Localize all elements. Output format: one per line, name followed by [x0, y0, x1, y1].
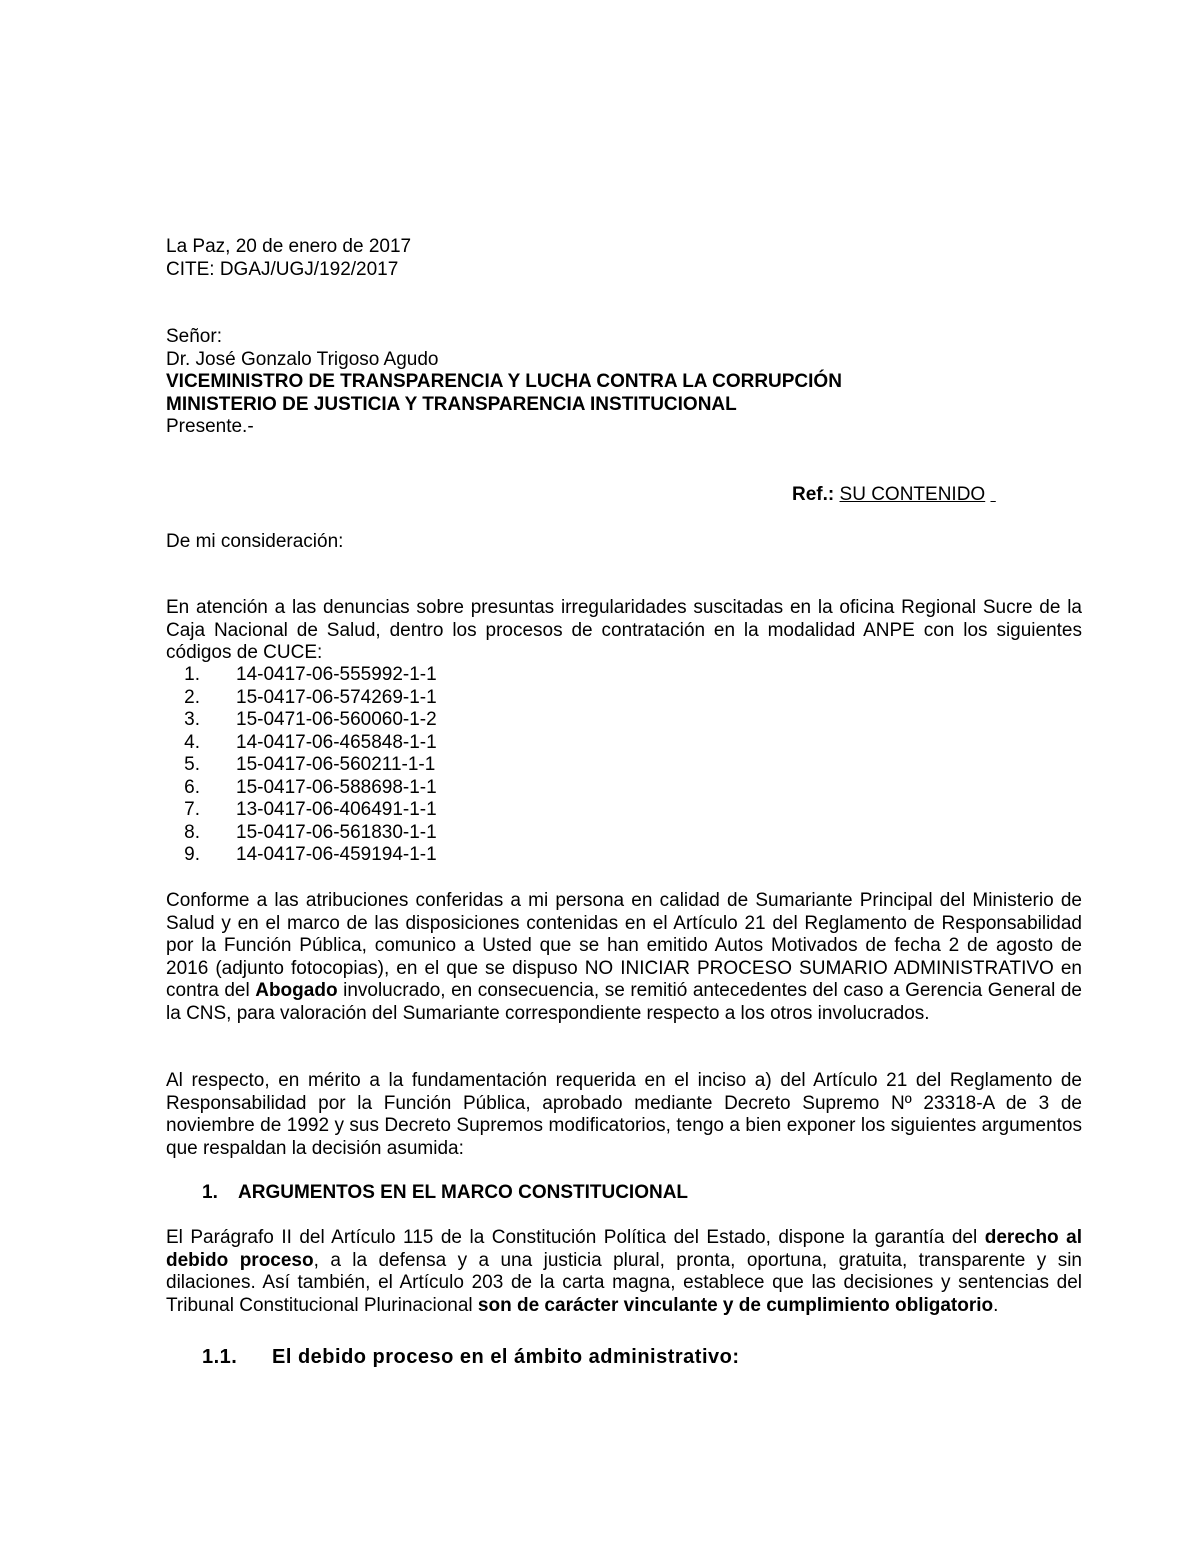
ref-label: Ref.:: [792, 484, 835, 505]
cuce-code-value: 13-0417-06-406491-1-1: [236, 799, 437, 820]
cuce-code-value: 14-0417-06-555992-1-1: [236, 664, 437, 685]
cuce-code-value: 15-0417-06-588698-1-1: [236, 776, 437, 798]
section-1-number: 1.: [202, 1182, 218, 1203]
cuce-code-item: [0, 664, 1200, 687]
cuce-code-value: 14-0417-06-459194-1-1: [236, 844, 437, 865]
presente: Presente.-: [166, 416, 254, 437]
recipient-name: Dr. José Gonzalo Trigoso Agudo: [166, 348, 439, 370]
cuce-code-number: 4.: [184, 731, 200, 753]
cuce-code-value: 14-0417-06-465848-1-1: [236, 731, 437, 753]
cuce-code-number: 2.: [184, 686, 200, 708]
letter-header: [166, 236, 1082, 281]
paragraph-2-bold: Abogado: [255, 980, 338, 1001]
paragraph-2: [166, 890, 1082, 1025]
paragraph-4-bold-b: son de carácter vinculante y de cumplimiento obligatorio: [477, 1294, 994, 1316]
recipient-title-1: VICEMINISTRO DE TRANSPARENCIA Y LUCHA CONTRA LA CORRUPCIÓN: [166, 371, 842, 392]
cuce-code-item: [0, 687, 1200, 710]
greeting-block: [166, 531, 1082, 554]
paragraph-2-block: [166, 890, 1082, 1025]
paragraph-4-block: [166, 1227, 1082, 1317]
recipient-title-2: MINISTERIO DE JUSTICIA Y TRANSPARENCIA INSTITUCIONAL: [166, 393, 737, 415]
cuce-code-number: 6.: [184, 776, 200, 798]
paragraph-4: [166, 1227, 1082, 1317]
recipient-block: [166, 326, 1082, 439]
section-1-heading: [202, 1182, 1118, 1205]
place-date: La Paz, 20 de enero de 2017: [166, 236, 412, 257]
greeting: De mi consideración:: [166, 531, 344, 552]
cuce-code-value: 15-0471-06-560060-1-2: [236, 709, 437, 730]
section-1-1-title: El debido proceso en el ámbito administrativo:: [272, 1346, 740, 1368]
cuce-code-item: [0, 822, 1200, 845]
cuce-code-value: 15-0417-06-574269-1-1: [236, 686, 437, 708]
cuce-code-item: [0, 709, 1200, 732]
salutation: Señor:: [166, 326, 222, 347]
paragraph-4-text-a: El Parágrafo II del Artículo 115 de la Constitución Política del Estado, dispone la garantía del: [166, 1227, 978, 1248]
intro-paragraph: En atención a las denuncias sobre presuntas irregularidades suscitadas en la oficina Regional Sucre de la Caja Nacional de Salud, dentro los procesos de contratación en la modalidad ANPE con los siguientes códigos de CUCE:: [166, 597, 1082, 663]
cuce-code-item: [0, 754, 1200, 777]
reference-line: [792, 484, 996, 507]
cuce-code-value: 15-0417-06-560211-1-1: [236, 754, 436, 775]
cuce-code-item: [0, 844, 1200, 867]
paragraph-2-text-b: involucrado, en consecuencia, se remitió antecedentes del caso a Gerencia General de la CNS, para valoración del Sumariante correspondiente respecto a los otros involucrados.: [166, 980, 1082, 1024]
paragraph-4-text-b: , a la defensa y a una justicia plural, pronta, oportuna, gratuita, transparente y sin dilaciones. Así también, el Artículo 203 de la carta magna, establece que las decisiones y sentencias del Tribunal Constitucional Plurinacional: [166, 1249, 1082, 1316]
section-1-1-heading: [202, 1346, 1082, 1369]
cuce-code-number: 1.: [184, 664, 200, 685]
paragraph-4-bold-a: derecho al debido proceso: [166, 1227, 1082, 1271]
intro-block: [166, 597, 1082, 665]
cuce-code-item: [0, 777, 1200, 800]
paragraph-3: Al respecto, en mérito a la fundamentación requerida en el inciso a) del Artículo 21 del Reglamento de Responsabilidad por la Función Pública, aprobado mediante Decreto Supremo Nº 23318-A de 3 de noviembre de 1992 y sus Decreto Supremos modificatorios, tengo a bien exponer los siguientes argumentos que respaldan la decisión asumida:: [166, 1070, 1082, 1159]
cuce-code-value: 15-0417-06-561830-1-1: [236, 821, 437, 843]
cuce-code-number: 5.: [184, 754, 200, 775]
paragraph-3-block: [166, 1070, 1082, 1160]
ref-value: SU CONTENIDO: [839, 484, 986, 505]
cuce-code-item: [0, 732, 1200, 755]
paragraph-2-text-a: Conforme a las atribuciones conferidas a mi persona en calidad de Sumariante Principal del Ministerio de Salud y en el marco de las disposiciones contenidas en el Artículo 21 del Reglamento de Responsabilidad por la Función Pública, comunico a Usted que se han emitido Autos Motivados de fecha 2 de agosto de 2016 (adjunto fotocopias), en el que se dispuso NO INICIAR PROCESO SUMARIO ADMINISTRATIVO en contra del: [166, 890, 1082, 1001]
cuce-code-number: 3.: [184, 709, 200, 730]
paragraph-4-text-c: .: [993, 1294, 999, 1316]
cuce-code-item: [0, 799, 1200, 822]
cuce-code-number: 7.: [184, 799, 200, 820]
cuce-codes-list: [0, 664, 1200, 867]
section-1-title: ARGUMENTOS EN EL MARCO CONSTITUCIONAL: [238, 1182, 689, 1203]
section-1-1-number: 1.1.: [202, 1346, 238, 1368]
ref-underline-tail: [990, 484, 995, 505]
cite-number: CITE: DGAJ/UGJ/192/2017: [166, 258, 399, 280]
cuce-code-number: 8.: [184, 821, 200, 843]
cuce-code-number: 9.: [184, 844, 200, 865]
